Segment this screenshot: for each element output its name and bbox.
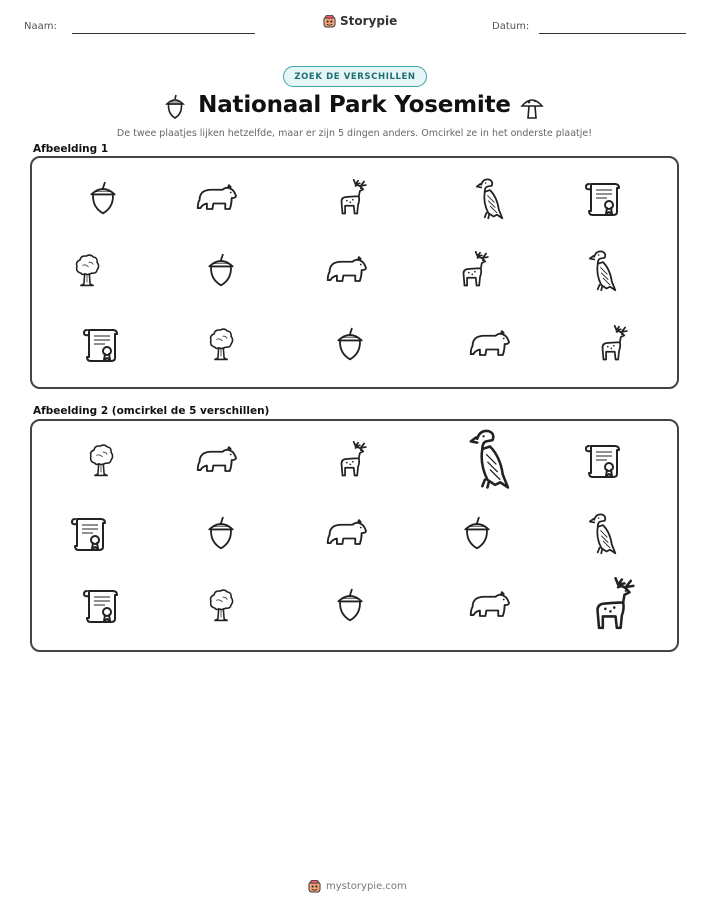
tree-icon[interactable] [84, 443, 118, 477]
acorn-icon [332, 326, 368, 362]
name-label: Naam: [24, 21, 57, 32]
deer-icon[interactable] [333, 441, 371, 479]
deer-icon[interactable] [585, 577, 641, 633]
bear-icon[interactable] [195, 438, 239, 482]
bear-icon [468, 322, 512, 366]
brand-name: Storypie [340, 14, 398, 28]
deer-icon [333, 179, 371, 217]
date-line [539, 33, 686, 34]
tree-icon[interactable] [204, 588, 238, 622]
picture2-label: Afbeelding 2 (omcirkel de 5 verschillen) [33, 405, 270, 417]
page-title: Nationaal Park Yosemite [198, 92, 511, 118]
scroll-icon [583, 178, 623, 218]
storypie-mascot-icon [323, 15, 336, 28]
bear-icon [195, 176, 239, 220]
footer-url: mystorypie.com [326, 881, 407, 892]
bear-icon[interactable] [325, 511, 369, 555]
instructions: De twee plaatjes lijken hetzelfde, maar er zijn 5 dingen anders. Omcirkel ze in het onderste plaatje! [116, 128, 593, 139]
eagle-icon[interactable] [581, 511, 625, 555]
acorn-icon[interactable] [203, 515, 239, 551]
eagle-icon [468, 176, 512, 220]
acorn-icon[interactable] [459, 515, 495, 551]
scroll-icon[interactable] [583, 440, 623, 480]
acorn-icon [85, 180, 121, 216]
picture1-label: Afbeelding 1 [33, 143, 109, 155]
bear-icon [325, 248, 369, 292]
tree-icon [70, 253, 104, 287]
mushroom-icon [520, 94, 544, 120]
footer [308, 880, 407, 893]
scroll-icon[interactable] [69, 513, 109, 553]
name-line [72, 33, 255, 34]
acorn-icon[interactable] [332, 587, 368, 623]
date-label: Datum: [492, 21, 530, 32]
deer-icon [594, 325, 632, 363]
eagle-icon [581, 248, 625, 292]
eagle-icon[interactable] [458, 426, 522, 490]
acorn-icon [203, 252, 239, 288]
activity-badge: ZOEK DE VERSCHILLEN [283, 66, 427, 87]
scroll-icon [81, 324, 121, 364]
scroll-icon[interactable] [81, 585, 121, 625]
tree-icon [204, 327, 238, 361]
storypie-logo [323, 14, 397, 28]
deer-icon [455, 251, 493, 289]
storypie-mascot-icon [308, 880, 321, 893]
bear-icon[interactable] [468, 583, 512, 627]
